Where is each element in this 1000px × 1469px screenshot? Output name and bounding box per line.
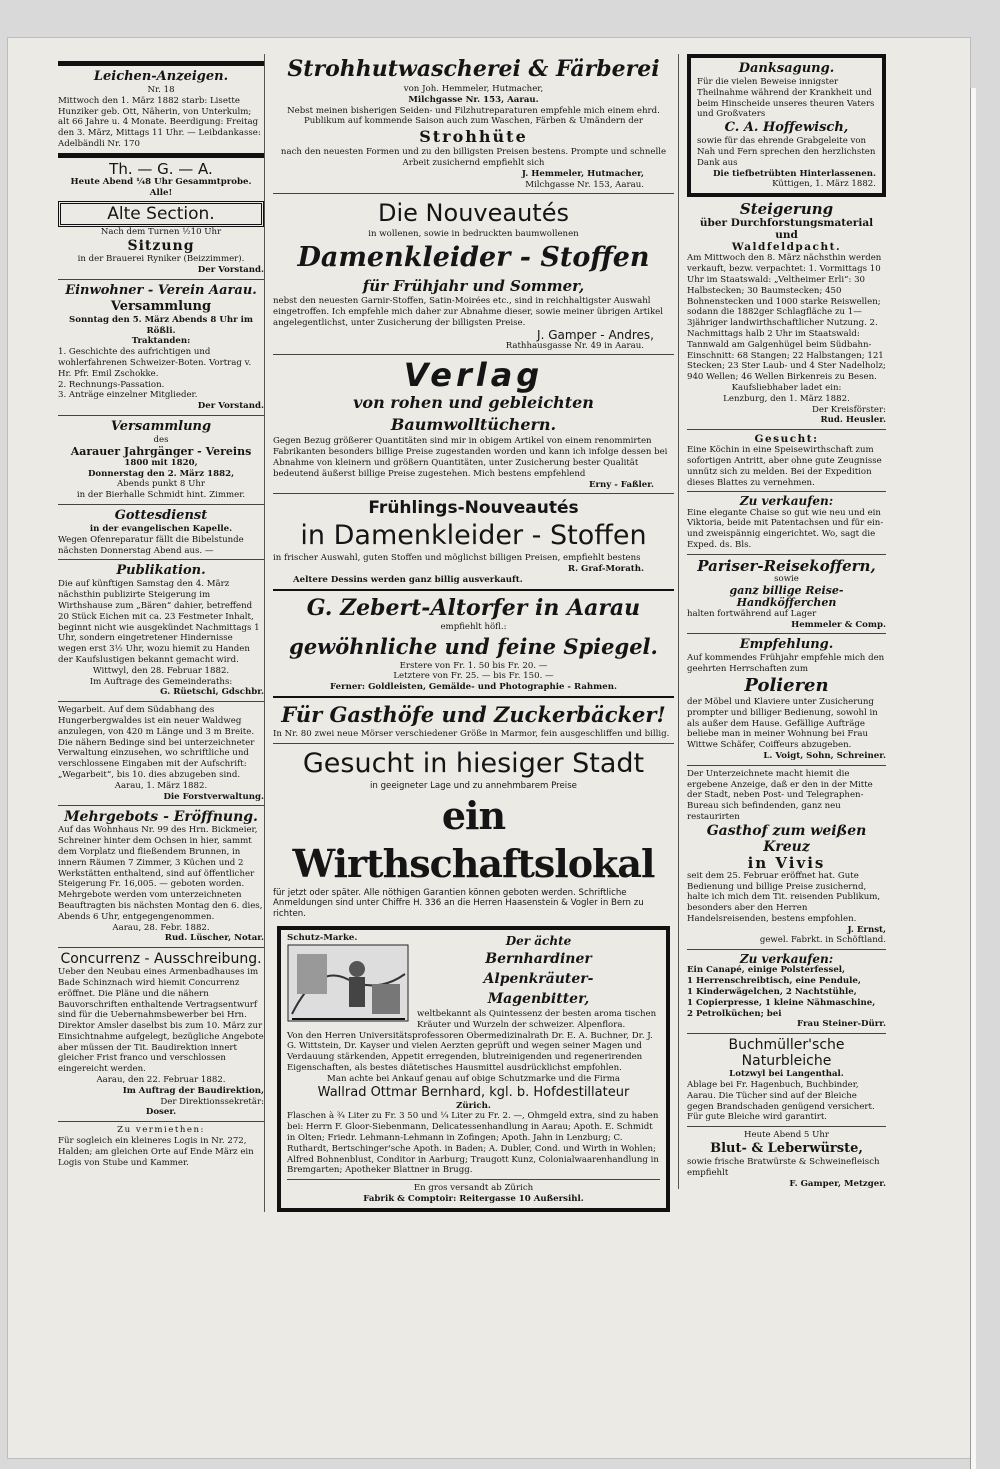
zebert-price1: Erstere von Fr. 1. 50 bis Fr. 20. — [399, 660, 548, 671]
kreuz-sign2: gewel. Fabrkt. in Schöftland. [759, 935, 886, 946]
publikation-auftrag: Im Auftrage des Gemeinderaths: [89, 676, 233, 687]
nouveautes-title: Die Nouveautés [378, 199, 569, 228]
steigerung-place: Lenzburg, den 1. März 1882. [723, 393, 850, 404]
tga-text: Heute Abend ¼8 Uhr Gesammtprobe. Alle! [70, 176, 252, 198]
kreuz-sub: in Vivis [747, 853, 826, 872]
wegarbeit-text: Wegarbeit. Auf dem Südabhang des Hungerbergwaldes ist ein neuer Waldweg anzulegen, von 420 m Länge und 3 m Breite. Die nähern Bedinge sind bei unterzeichneter Verwaltung einzusehen, wo schriftliche und verschlossene Eingaben mit der Aufschrift: „Wegarbeit“, bis 10. dies abzugeben sind. [58, 705, 255, 780]
bleiche-sub: Lotzwyl bei Langenthal. [729, 1069, 844, 1080]
verlag-title: Verlag [403, 356, 544, 395]
bern-city: Zürich. [456, 1100, 491, 1111]
nouveautes-sign: J. Gamper - Andres, [537, 327, 654, 342]
pariser-title: Pariser-Reisekoffern, [697, 556, 876, 575]
verkaufen2-item: 2 Petrolküchen; bei [687, 1008, 782, 1019]
concurrenz-title: Concurrenz - Ausschreibung. [60, 951, 262, 968]
stroh-hl: Strohhüte [419, 127, 528, 147]
einwohner-sub: Versammlung [110, 298, 212, 314]
monk-illustration-icon [287, 944, 409, 1022]
kreuz-intro: Der Unterzeichnete macht hiemit die ergebene Anzeige, daß er den in der Mitte der Stadt, neben Post- und Telegraphen-Bureau sich befindenden, ganz neu restaurirten [687, 768, 873, 822]
pariser-text: halten fortwährend auf Lager [687, 608, 817, 619]
gesucht-title: Gesucht in hiesiger Stadt [302, 747, 645, 779]
mehrgebot-sign: Rud. Lüscher, Notar. [164, 933, 264, 944]
gottesdienst-title: Gottesdienst [114, 508, 208, 524]
verkaufen-text: Eine elegante Chaise so gut wie neu und ein Viktoria, beide mit Patentachsen und für ein- und zweispännig eingerichtet. Wo, sagt die Exped. ds. Bls. [687, 507, 884, 550]
nouveautes-text: nebst den neuesten Garnir-Stoffen, Satin-Moirées etc., sind in reichhaltigster Auswahl eingetroffen. Ich empfehle mich daher zur Abnahme dieser, sowie meiner übrigen Artikel angelegentlichst, unter Zusicherung der billigsten Preise. [273, 296, 663, 328]
verlag-sign: Erny - Faßler. [588, 479, 654, 490]
wegarbeit-place: Aarau, 1. März 1882. [114, 780, 208, 791]
zebert-ferner: Ferner: Goldleisten, Gemälde- und Photographie - Rahmen. [330, 682, 617, 693]
nouveautes-sign2: Rathhausgasse Nr. 49 in Aarau. [505, 340, 644, 351]
blut-intro: Heute Abend 5 Uhr [743, 1130, 830, 1141]
bern-text2: Flaschen à ¾ Liter zu Fr. 3 50 und ¼ Liter zu Fr. 2. —, Ohmgeld extra, sind zu haben bei: Herrn F. Gloor-Siebenmann, Delicatessenhandlung in Aarau; Apoth. E. Schmidt in Olten; Friedr. Lehmann-Lehmann in Zofingen; Apoth. Jahn in Lenzburg; C. Ruthardt, Bertschinger'sche Apoth. in Baden; A. Dubler, Cond. und Wirth in Wohlen; Alfred Bohnenblust, Conditor in Aarburg; Traugott Kunz, Colonialwaarenhandlung in Bremgarten; Apotheker Blattner in Brugg. [287, 1111, 659, 1176]
publikation-place: Wittwyl, den 28. Februar 1882. [92, 665, 230, 676]
verkaufen2-item: 1 Copierpresse, 1 kleine Nähmaschine, [687, 997, 876, 1008]
publikation-text: Die auf künftigen Samstag den 4. März nächsthin publizirte Steigerung im Wirthshause zum „Bären“ dahier, betreffend 20 Stück Eichen mit ca. 23 Festmeter Inhalt, beginnt nicht wie ausgekündet Nachmittags 1 Uhr, sondern eingetretener Hindernisse wegen erst 3½ Uhr, wozu hiemit zu Handen der Kaufslustigen bekannt gemacht wird. [58, 579, 260, 665]
kreuz-text: seit dem 25. Februar eröffnet hat. Gute Bedienung und billige Preise zusichernd, halte ich mich dem Tit. reisenden Publikum, besonders aber den Herren Handelsreisenden, bestens empfohlen. [687, 870, 881, 924]
dank-sign: Die tiefbetrübten Hinterlassenen. [712, 168, 876, 179]
empfehlung-hl: Polieren [744, 674, 829, 696]
kreuz-title: Gasthof zum weißen Kreuz [706, 822, 867, 855]
zebert-sub: empfiehlt höfl.: [440, 621, 507, 632]
gesucht-c3-title: Gesucht: [754, 433, 819, 446]
gesucht-sub: in geeigneter Lage und zu annehmbarem Preise [370, 780, 577, 791]
schutz-marke-label: Schutz-Marke. [287, 933, 358, 943]
vermieten-text: Für sogleich ein kleineres Logis in Nr. 272, Halden; am gleichen Orte auf Ende März ein Logis von Stube und Kammer. [58, 1136, 254, 1168]
steigerung-sub: über Durchforstungsmaterial und [699, 217, 874, 242]
bernhardiner-mark-area [287, 933, 417, 1031]
publikation-sign: G. Rüetschi, Gdschbr. [160, 687, 264, 698]
concurrenz-auftrag2: Der Direktionssekretär: [160, 1096, 264, 1107]
zebert-hl: gewöhnliche und feine Spiegel. [289, 633, 658, 659]
zebert-title: G. Zebert-Altorfer in Aarau [306, 594, 641, 621]
leichen-text: Mittwoch den 1. März 1882 starb: Lisette Hunziker geb. Ott, Näherin, von Unterkulm; alt 66 Jahre u. 4 Monate. Beerdigung: Freitag den 3. März, Mittags 11 Uhr. — Leibdankasse: Adelbändli Nr. 170 [58, 95, 261, 149]
column-right [678, 54, 886, 1189]
versammlung-verein: Aarauer Jahrgänger - Vereins [70, 444, 252, 458]
bern-desc: weltbekannt als Quintessenz der besten aroma tischen Kräuter und Wurzeln der schweizer. Alpenflora. [417, 1009, 657, 1030]
dank-name: C. A. Hoffewisch, [724, 120, 849, 136]
concurrenz-text: Ueber den Neubau eines Armenbadhauses im Bade Schinznach wird hiemit Concurrenz eröffnet. Die Pläne und die nähern Bauvorschriften enthaltende Vertragsentwurf sind für die Uebernahmsbewerber bei Hrn. Direktor Amsler daselbst bis zum 10. März zur Einsichtnahme aufgelegt, bezügliche Angebote aber müssen der Tit. Baudirektion innert gleicher Frist franco und verschlossen eingereicht werden. [58, 967, 264, 1075]
einwohner-item: 3. Anträge einzelner Mitglieder. [58, 390, 198, 401]
steigerung-role: Der Kreisförster: [811, 404, 886, 415]
gesucht-hl: ein Wirthschaftslokal [292, 792, 655, 886]
dank-box [687, 54, 886, 197]
versammlung-time: Abends punkt 8 Uhr [116, 479, 206, 490]
verkaufen2-item: 1 Kinderwägelchen, 2 Nachtstühle, [687, 986, 857, 997]
kreuz-sign: J. Ernst, [847, 924, 886, 935]
stroh-von: von Joh. Hemmeler, Hutmacher, [403, 84, 544, 94]
gasthoefe-text: In Nr. 80 zwei neue Mörser verschiedener Größe in Marmor, fein ausgeschliffen und billig. [273, 729, 670, 740]
steigerung-text: Am Mittwoch den 8. März nächsthin werden verkauft, bezw. verpachtet: 1. Vormittags 10 Uhr im Staatswald: „Veltheimer Erli“: 30 Halbstecken; 30 Baumstecken; 450 Bohnenstecken und 1000 starke Reiswellen; sodann die 1882ger Schlagfläche zu 1—3jähriger landwirthschaftlicher Nutzung. 2. Nachmittags halb 2 Uhr im Staatswald: Tannwald am Galgenhügel beim Südbahn-Einschnitt: 68 Stangen; 22 Halbstangen; 121 Stecken; 23 Ster Laub- und 4 Ster Nadelholz; 940 Wellen; 46 Wellen Birkenreis zu Besen. [687, 253, 886, 383]
publikation-title: Publikation. [116, 563, 206, 579]
fruehling-title: Frühlings-Nouveautés [368, 498, 579, 519]
empfehlung-title: Empfehlung. [739, 637, 834, 653]
alte-section-title: Alte Section. [107, 204, 215, 225]
vermieten-title: Zu vermiethen: [117, 1125, 205, 1136]
einwohner-item: 1. Geschichte des aufrichtigen und wohlerfahrenen Schweizer-Boten. Vortrag v. Hr. Pfr. Emil Zschokke. [58, 347, 252, 379]
column-left [58, 58, 264, 1168]
versammlung-date: Donnerstag den 2. März 1882, [87, 468, 235, 479]
dank-place: Küttigen, 1. März 1882. [772, 179, 876, 190]
empfehlung-sign: L. Voigt, Sohn, Schreiner. [763, 750, 886, 761]
gasthoefe-title: Für Gasthöfe und Zuckerbäcker! [281, 702, 666, 728]
mehrgebot-place: Aarau, 28. Febr. 1882. [112, 922, 210, 933]
verlag-text: Gegen Bezug größerer Quantitäten sind mir in obigem Artikel von einem renommirten Fabrikanten besonders billige Preise zugestanden worden und kann ich infolge dessen bei Abnahme von kleinern und größern Quantitäten, unter Zusicherung bester Qualität bedeutend äußerst billige Preise zugestehen. Mich bestens empfehlend [273, 436, 668, 479]
column-middle [264, 54, 674, 1212]
dank-text2: sowie für das ehrende Grabgeleite von Nah und Fern sprechen den herzlichsten Dank aus [697, 136, 876, 168]
verkaufen2-sign: Frau Steiner-Dürr. [797, 1019, 886, 1030]
nouveautes-hl: Damenkleider - Stoffen [297, 242, 650, 274]
einwohner-trakt: Traktanden: [131, 336, 191, 347]
stroh-text: Nebst meinen bisherigen Seiden- und Filzhutreparaturen empfehle mich einem ehrd. Publikum auf kommende Saison auch zum Waschen, Färben & Umändern der [287, 105, 660, 127]
bern-l2: Bernhardiner [485, 951, 592, 967]
concurrenz-auftrag: Im Auftrag der Baudirektion, [122, 1085, 264, 1096]
steigerung-sub2: Waldfeldpacht. [731, 241, 842, 254]
nouveautes-hl2: für Frühjahr und Sommer, [362, 277, 585, 296]
steigerung-sign: Rud. Heusler. [820, 415, 886, 426]
zebert-price2: Letztere von Fr. 25. — bis Fr. 150. — [393, 671, 554, 682]
fruehling-sign: R. Graf-Morath. [567, 564, 644, 575]
stroh-sign2: Milchgasse Nr. 153, Aarau. [525, 179, 644, 190]
pariser-sign: Hemmeler & Comp. [791, 619, 886, 630]
pariser-sowie: sowie [774, 573, 799, 584]
gesucht-text: für jetzt oder später. Alle nöthigen Garantien können geboten werden. Schriftliche Anmeldungen sind unter Chiffre H. 336 an die Herren Haasenstein & Vogler in Bern zu richten. [273, 887, 644, 920]
blut-sign: F. Gamper, Metzger. [789, 1178, 886, 1189]
dank-title: Danksagung. [738, 61, 835, 76]
verkaufen2-item: Ein Canapé, einige Polsterfessel, [687, 965, 846, 976]
concurrenz-place: Aarau, den 22. Februar 1882. [96, 1075, 226, 1086]
steigerung-title: Steigerung [739, 200, 834, 219]
gottesdienst-sub: in der evangelischen Kapelle. [89, 524, 233, 535]
steigerung-text2: Kaufsliebhaber ladet ein: [731, 383, 842, 394]
stroh-addr: Milchgasse Nr. 153, Aarau. [408, 94, 539, 105]
alte-line1: Nach dem Turnen ½10 Uhr [100, 227, 222, 238]
bern-gros: En gros versandt ab Zürich [413, 1183, 534, 1194]
alte-sign: Der Vorstand. [197, 264, 264, 275]
bleiche-title: Buchmüller'sche Naturbleiche [728, 1037, 845, 1070]
empfehlung-text: Auf kommendes Frühjahr empfehle mich den geehrten Herrschaften zum [687, 653, 885, 675]
alte-text: in der Brauerei Ryniker (Beizzimmer). [77, 254, 245, 265]
gesucht-c3-text: Eine Köchin in eine Speisewirthschaft zum sofortigen Antritt, aber ohne gute Zeugnisse unnütz sich zu melden. Bei der Expedition dieses Blattes zu vernehmen. [687, 445, 882, 488]
einwohner-date: Sonntag den 5. März Abends 8 Uhr im Rößli. [69, 314, 253, 336]
page-edge [970, 88, 976, 1469]
bern-warn: Man achte bei Ankauf genau auf obige Schutzmarke und die Firma [327, 1073, 620, 1084]
fruehling-text: in frischer Auswahl, guten Stoffen und möglichst billigen Preisen, empfiehlt bestens [273, 553, 641, 564]
bernhardiner-titles [417, 933, 660, 1031]
versammlung-jahre: 1800 mit 1820, [124, 457, 198, 468]
mehrgebot-title: Mehrgebots - Eröffnung. [64, 809, 258, 826]
bern-firm: Wallrad Ottmar Bernhard, kgl. b. Hofdestillateur [317, 1084, 630, 1100]
gottesdienst-text: Wegen Ofenreparatur fällt die Bibelstunde nächsten Donnerstag Abend aus. — [58, 534, 244, 556]
versammlung-place: in der Bierhalle Schmidt hint. Zimmer. [76, 490, 246, 501]
verlag-sub: von rohen und gebleichten Baumwolltüchern. [353, 393, 594, 435]
stroh-text2: nach den neuesten Formen und zu den billigsten Preisen bestens. Prompte und schnelle Arbeit zusichernd empfiehlt sich [280, 147, 667, 168]
blut-text: sowie frische Bratwürste & Schweinefleisch empfiehlt [687, 1156, 880, 1178]
concurrenz-sign: Doser. [145, 1107, 177, 1118]
bernhardiner-box [277, 926, 670, 1212]
leichen-nr: Nr. 18 [147, 85, 175, 95]
bern-text: Von den Herren Universitätsprofessoren Obermedizinalrath Dr. E. A. Buchner, Dr. J. G. Wittstein, Dr. Kayser und vielen Aerzten geprüft und wegen seiner Magen und Verdauung stärkenden, Appetit erregenden, blutreinigenden und regenerirenden Eigenschaften, als bestes diätetisches Hausmittel ausdrücklichst empfohlen. [287, 1030, 653, 1073]
verkaufen2-title: Zu verkaufen: [739, 952, 834, 967]
pariser-sub: ganz billige Reise-Handköfferchen [729, 583, 844, 609]
tga-title: Th. — G. — A. [109, 159, 213, 178]
wegarbeit-sign: Die Forstverwaltung. [163, 791, 264, 802]
stroh-title: Strohhutwascherei & Färberei [287, 56, 660, 82]
bern-l3: Alpenkräuter- [483, 971, 594, 987]
versammlung-title: Versammlung [110, 418, 212, 434]
fruehling-hl: in Damenkleider - Stoffen [300, 520, 647, 552]
alte-section-box [58, 201, 264, 227]
einwohner-sign: Der Vorstand. [197, 401, 264, 412]
empfehlung-text2: der Möbel und Klaviere unter Zusicherung prompter und billiger Bedienung, sowohl in als außer dem Hause. Gefällige Aufträge beliebe man in meiner Wohnung bei Frau Wittwe Schäfer, Coiffeurs abzugeben. [687, 696, 878, 751]
bernhardiner-header [287, 933, 660, 1031]
bern-l4: Magenbitter, [487, 991, 590, 1007]
verkaufen2-item: 1 Herrenschreibtisch, eine Pendule, [687, 976, 861, 987]
verkaufen-title: Zu verkaufen: [739, 494, 834, 509]
mehrgebot-text: Auf das Wohnhaus Nr. 99 des Hrn. Bickmeier, Schreiner hinter dem Ochsen in hier, sammt dem Vorplatz und fließendem Brunnen, in innern Räumen 7 Zimmer, 3 Küchen und 2 Werkstätten enthaltend, sind auf öffentlicher Steigerung Fr. 16,005. — geboten worden. Mehrgebote werden vom unterzeichneten Beauftragten bis nächsten Montag den 6. dies, Abends 6 Uhr, entgegengenommen. [58, 825, 263, 922]
bern-fabrik: Fabrik & Comptoir: Reitergasse 10 Außersihl. [363, 1193, 584, 1204]
stroh-sign: J. Hemmeler, Hutmacher, [521, 168, 644, 179]
bleiche-text: Ablage bei Fr. Hagenbuch, Buchbinder, Aarau. Die Tücher sind auf der Bleiche gegen Brandschaden genügend versichert. Für gute Bleiche wird garantirt. [687, 1079, 875, 1123]
bern-l1: Der ächte [505, 934, 572, 948]
blut-title: Blut- & Leberwürste, [710, 1140, 863, 1156]
leichen-title: Leichen-Anzeigen. [93, 69, 229, 84]
einwohner-item: 2. Rechnungs-Passation. [58, 379, 165, 390]
nouveautes-sub: in wollenen, sowie in bedruckten baumwollenen [368, 229, 579, 240]
alte-sitzung: Sitzung [127, 238, 195, 255]
versammlung-des: des [153, 434, 169, 445]
einwohner-title: Einwohner - Verein Aarau. [65, 282, 257, 298]
dank-text: Für die vielen Beweise innigster Theilnahme während der Krankheit und beim Hinscheide unseres theuren Vaters und Großvaters [697, 77, 875, 120]
fruehling-note: Aeltere Dessins werden ganz billig ausverkauft. [293, 575, 523, 586]
